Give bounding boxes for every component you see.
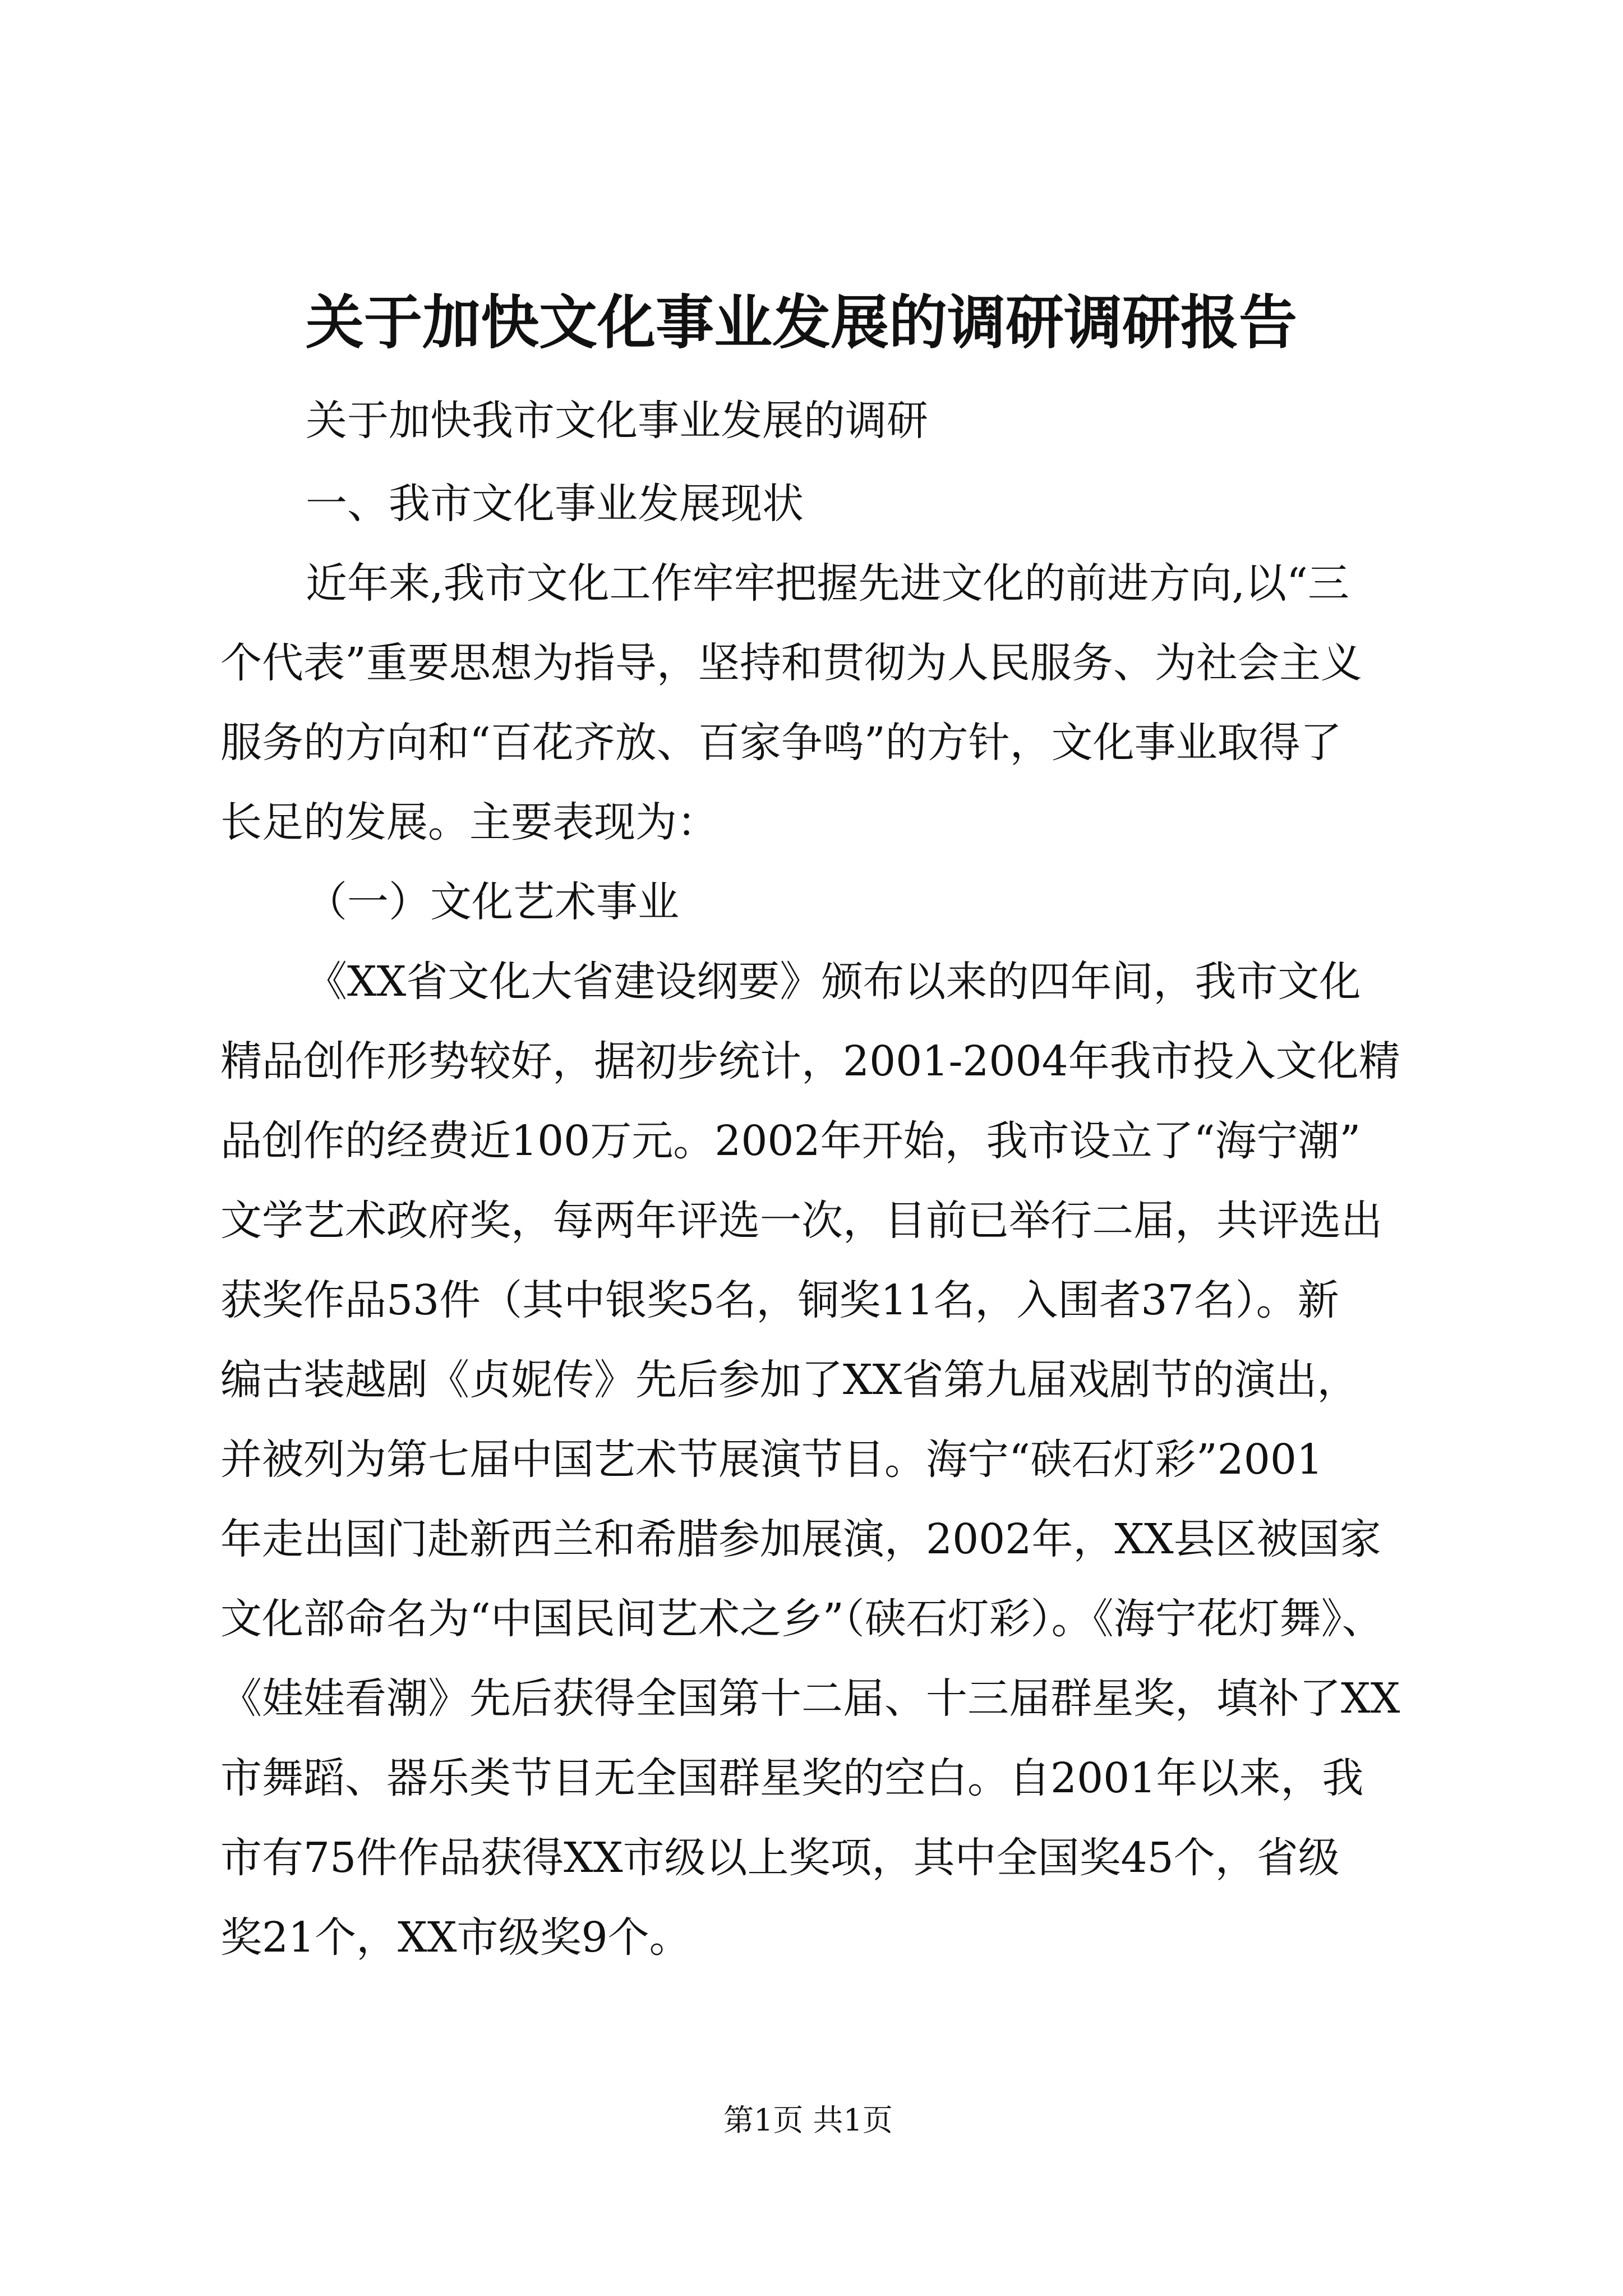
subtitle-line: 关于加快我市文化事业发展的调研 <box>306 397 928 445</box>
paragraph-line: 《娃娃看潮》先后获得全国第十二届、十三届群星奖，填补了XX <box>220 1674 1400 1723</box>
paragraph-line: 编古装越剧《贞妮传》先后参加了XX省第九届戏剧节的演出， <box>220 1356 1359 1404</box>
paragraph-line: 文学艺术政府奖，每两年评选一次，目前已举行二届，共评选出 <box>220 1197 1382 1245</box>
paragraph-line: 市有75件作品获得XX市级以上奖项，其中全国奖45个，省级 <box>220 1834 1340 1882</box>
paragraph-line: 长足的发展。主要表现为： <box>220 798 718 846</box>
paragraph-line: 个代表”重要思想为指导，坚持和贯彻为人民服务、为社会主义 <box>220 639 1362 687</box>
paragraph-line: 并被列为第七届中国艺术节展演节目。海宁“硖石灯彩”2001 <box>220 1435 1323 1484</box>
section-heading: 一、我市文化事业发展现状 <box>306 480 804 528</box>
paragraph-line: 奖21个，XX市级奖9个。 <box>220 1913 691 1962</box>
paragraph-line: 精品创作形势较好，据初步统计，2001-2004年我市投入文化精 <box>220 1037 1400 1085</box>
paragraph-line: 服务的方向和“百花齐放、百家争鸣”的方针，文化事业取得了 <box>220 719 1342 767</box>
paragraph-line: 品创作的经费近100万元。2002年开始，我市设立了“海宁潮” <box>220 1117 1361 1165</box>
document-title: 关于加快文化事业发展的调研调研报告 <box>306 288 1298 357</box>
page-footer: 第1页 共1页 <box>723 2102 893 2138</box>
paragraph-line: 获奖作品53件（其中银奖5名，铜奖11名，入围者37名）。新 <box>220 1276 1339 1324</box>
subsection-heading: （一）文化艺术事业 <box>306 878 679 926</box>
paragraph-line: 文化部命名为“中国民间艺术之乡”（硖石灯彩）。《海宁花灯舞》、 <box>220 1595 1384 1643</box>
paragraph-line: 年走出国门赴新西兰和希腊参加展演，2002年，XX县区被国家 <box>220 1515 1381 1563</box>
paragraph-line: 《XX省文化大省建设纲要》颁布以来的四年间，我市文化 <box>306 958 1361 1006</box>
paragraph-line: 近年来,我市文化工作牢牢把握先进文化的前进方向,以“三 <box>306 559 1349 608</box>
paragraph-line: 市舞蹈、器乐类节目无全国群星奖的空白。自2001年以来，我 <box>220 1754 1364 1802</box>
